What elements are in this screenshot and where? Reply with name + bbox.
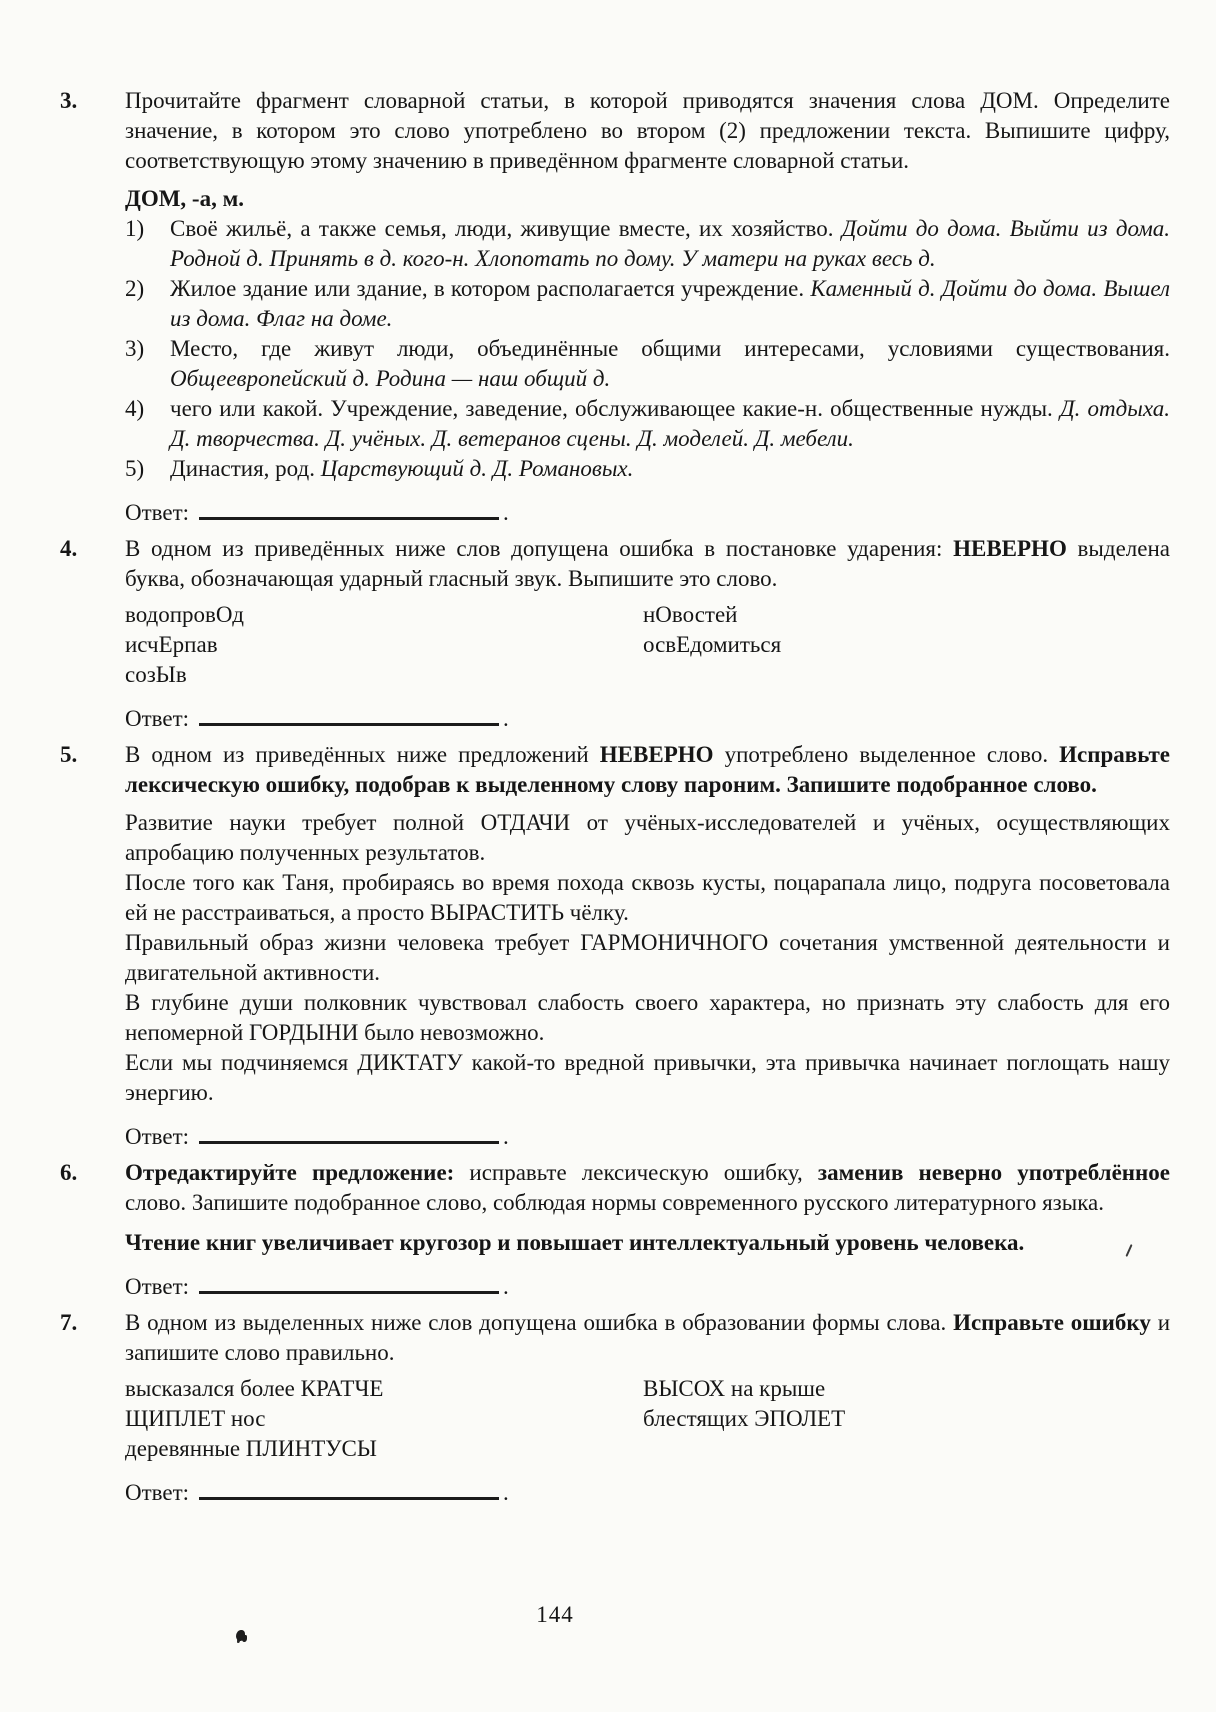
- sense-number: 3): [125, 336, 145, 361]
- sense-text: [170, 214, 1170, 274]
- question-4-word-list: [125, 600, 1170, 690]
- question-5-body: [125, 740, 1170, 1152]
- sense-text: [170, 454, 1170, 484]
- answer-period: .: [503, 1274, 509, 1299]
- question-5-answer-line: [125, 1122, 1170, 1152]
- question-4-body: [125, 534, 1170, 734]
- question-7-number: 7.: [60, 1310, 78, 1335]
- question-4: [60, 534, 1170, 734]
- sense-definition: Жилое здание или здание, в котором располагается учреждение.: [170, 276, 811, 301]
- sense-examples: Д. отдыха. Д. творчества. Д. учёных. Д. ветеранов сцены. Д. моделей. Д. мебели.: [170, 396, 1170, 451]
- question-7-body: [125, 1308, 1170, 1508]
- dictionary-sense-5: [125, 454, 1170, 484]
- sense-number: 1): [125, 216, 145, 241]
- word-item: ВЫСОХ на крыше: [643, 1376, 826, 1401]
- word-item-empty: [643, 660, 1170, 690]
- question-5-number: 5.: [60, 742, 78, 767]
- sentence-item: Развитие науки требует полной ОТДАЧИ от учёных-исследователей и учёных, осуществляющих апробацию полученных результатов.: [125, 810, 1170, 865]
- question-7-answer-line: [125, 1478, 1170, 1508]
- question-3-body: [125, 86, 1170, 528]
- sense-text: [170, 394, 1170, 454]
- question-4-number: 4.: [60, 536, 78, 561]
- question-6: [60, 1158, 1170, 1302]
- sense-number: 5): [125, 456, 145, 481]
- word-item: исчЕрпав: [125, 632, 218, 657]
- sense-examples: Общеевропейский д. Родина — наш общий д.: [170, 366, 611, 391]
- sense-definition: Своё жильё, а также семья, люди, живущие вместе, их хозяйство.: [170, 216, 842, 241]
- dictionary-headword: ДОМ, -а, м.: [125, 186, 244, 211]
- question-5-sentences: [125, 808, 1170, 1108]
- dictionary-sense-3: [125, 334, 1170, 394]
- intro-run-bold: НЕВЕРНО: [599, 742, 714, 767]
- answer-blank-line: [199, 1128, 499, 1144]
- answer-blank-line: [199, 1278, 499, 1294]
- answer-label: Ответ:: [125, 500, 190, 525]
- word-item: ЩИПЛЕТ нос: [125, 1406, 266, 1431]
- answer-blank-line: [199, 1484, 499, 1500]
- word-item: деревянные ПЛИНТУСЫ: [125, 1436, 377, 1461]
- sense-text: [170, 274, 1170, 334]
- sense-number: 2): [125, 276, 145, 301]
- sense-definition: Династия, род.: [170, 456, 321, 481]
- word-item: освЕдомиться: [643, 632, 782, 657]
- intro-run: слово. Запишите подобранное слово, соблюдая нормы современного русского литературного языка.: [125, 1190, 1104, 1215]
- answer-label: Ответ:: [125, 706, 190, 731]
- intro-run-bold: НЕВЕРНО: [953, 536, 1067, 561]
- question-6-answer-line: [125, 1272, 1170, 1302]
- question-6-number: 6.: [60, 1160, 78, 1185]
- answer-period: .: [503, 500, 509, 525]
- question-3-intro: Прочитайте фрагмент словарной статьи, в которой приводятся значения слова ДОМ. Определите значение, в котором это слово употреблено во втором (2) предложении текста. Выпишите цифру, соответствующую этому значению в приведённом фрагменте словарной статьи.: [125, 88, 1170, 173]
- dictionary-sense-2: [125, 274, 1170, 334]
- dictionary-senses: [125, 214, 1170, 484]
- intro-run-bold: Исправьте ошибку: [953, 1310, 1151, 1335]
- sense-text: [170, 334, 1170, 394]
- intro-run: В одном из приведённых ниже предложений: [125, 742, 600, 767]
- word-item: водопровОд: [125, 602, 244, 627]
- answer-label: Ответ:: [125, 1274, 190, 1299]
- answer-blank-line: [199, 710, 499, 726]
- answer-label: Ответ:: [125, 1124, 190, 1149]
- question-7-word-list: [125, 1374, 1170, 1464]
- question-4-answer-line: [125, 704, 1170, 734]
- sense-definition: Место, где живут люди, объединённые общими интересами, условиями существования.: [170, 336, 1170, 361]
- question-7-intro: [125, 1308, 1170, 1368]
- word-item: высказался более КРАТЧЕ: [125, 1376, 384, 1401]
- question-3-answer-line: [125, 498, 1170, 528]
- intro-run-bold: Отредактируйте предложение:: [125, 1160, 455, 1185]
- answer-label: Ответ:: [125, 1480, 190, 1505]
- sense-definition: чего или какой. Учреждение, заведение, обслуживающее какие-н. общественные нужды.: [170, 396, 1060, 421]
- intro-run: исправьте лексическую ошибку,: [454, 1160, 818, 1185]
- intro-run-bold: Исправьте лексическую ошибку, подобрав к выделенному слову пароним. Запишите подобранное слово.: [125, 742, 1170, 797]
- sense-number: 4): [125, 396, 145, 421]
- question-5: [60, 740, 1170, 1152]
- intro-run: В одном из приведённых ниже слов допущена ошибка в постановке ударения:: [125, 536, 954, 561]
- word-item: блестящих ЭПОЛЕТ: [643, 1406, 846, 1431]
- answer-blank-line: [199, 504, 499, 520]
- question-3-number: 3.: [60, 88, 78, 113]
- word-item: созЫв: [125, 662, 187, 687]
- ink-speck-artifact: [236, 1630, 245, 1641]
- question-5-intro: [125, 740, 1170, 800]
- sense-examples: Дойти до дома. Выйти из дома. Родной д. Принять в д. кого-н. Хлопотать по дому. У матери на руках весь д.: [170, 216, 1171, 271]
- intro-run: В одном из выделенных ниже слов допущена ошибка в образовании формы слова.: [125, 1310, 954, 1335]
- dictionary-sense-4: [125, 394, 1170, 454]
- sense-examples: Каменный д. Дойти до дома. Вышел из дома. Флаг на доме.: [170, 276, 1170, 331]
- dictionary-sense-1: [125, 214, 1170, 274]
- word-item: нОвостей: [643, 602, 738, 627]
- answer-period: .: [503, 1124, 509, 1149]
- question-6-body: [125, 1158, 1170, 1302]
- word-item-empty: [643, 1434, 1170, 1464]
- question-6-intro: [125, 1158, 1170, 1218]
- sentence-item: Если мы подчиняемся ДИКТАТУ какой-то вредной привычки, эта привычка начинает поглощать нашу энергию.: [125, 1050, 1170, 1105]
- sentence-item: После того как Таня, пробираясь во время похода сквозь кусты, поцарапала лицо, подруга посоветовала ей не расстраиваться, а просто ВЫРАСТИТЬ чёлку.: [125, 870, 1170, 925]
- sentence-item: В глубине души полковник чувствовал слабость своего характера, но признать эту слабость для его непомерной ГОРДЫНИ было невозможно.: [125, 990, 1170, 1045]
- sense-examples: Царствующий д. Д. Романовых.: [320, 456, 634, 481]
- intro-run: употреблено выделенное слово.: [713, 742, 1060, 767]
- intro-run: и запишите слово правильно.: [125, 1310, 1171, 1365]
- sentence-item: Правильный образ жизни человека требует ГАРМОНИЧНОГО сочетания умственной деятельности и двигательной активности.: [125, 930, 1170, 985]
- answer-period: .: [503, 706, 509, 731]
- question-3: [60, 86, 1170, 528]
- page-number: 144: [536, 1602, 574, 1627]
- intro-run-bold: заменив неверно употреблённое: [817, 1160, 1170, 1185]
- question-4-intro: [125, 534, 1170, 594]
- question-6-sentence: Чтение книг увеличивает кругозор и повышает интеллектуальный уровень человека.: [125, 1230, 1025, 1255]
- answer-period: .: [503, 1480, 509, 1505]
- question-7: [60, 1308, 1170, 1508]
- intro-run: выделена буква, обозначающая ударный гласный звук. Выпишите это слово.: [125, 536, 1170, 591]
